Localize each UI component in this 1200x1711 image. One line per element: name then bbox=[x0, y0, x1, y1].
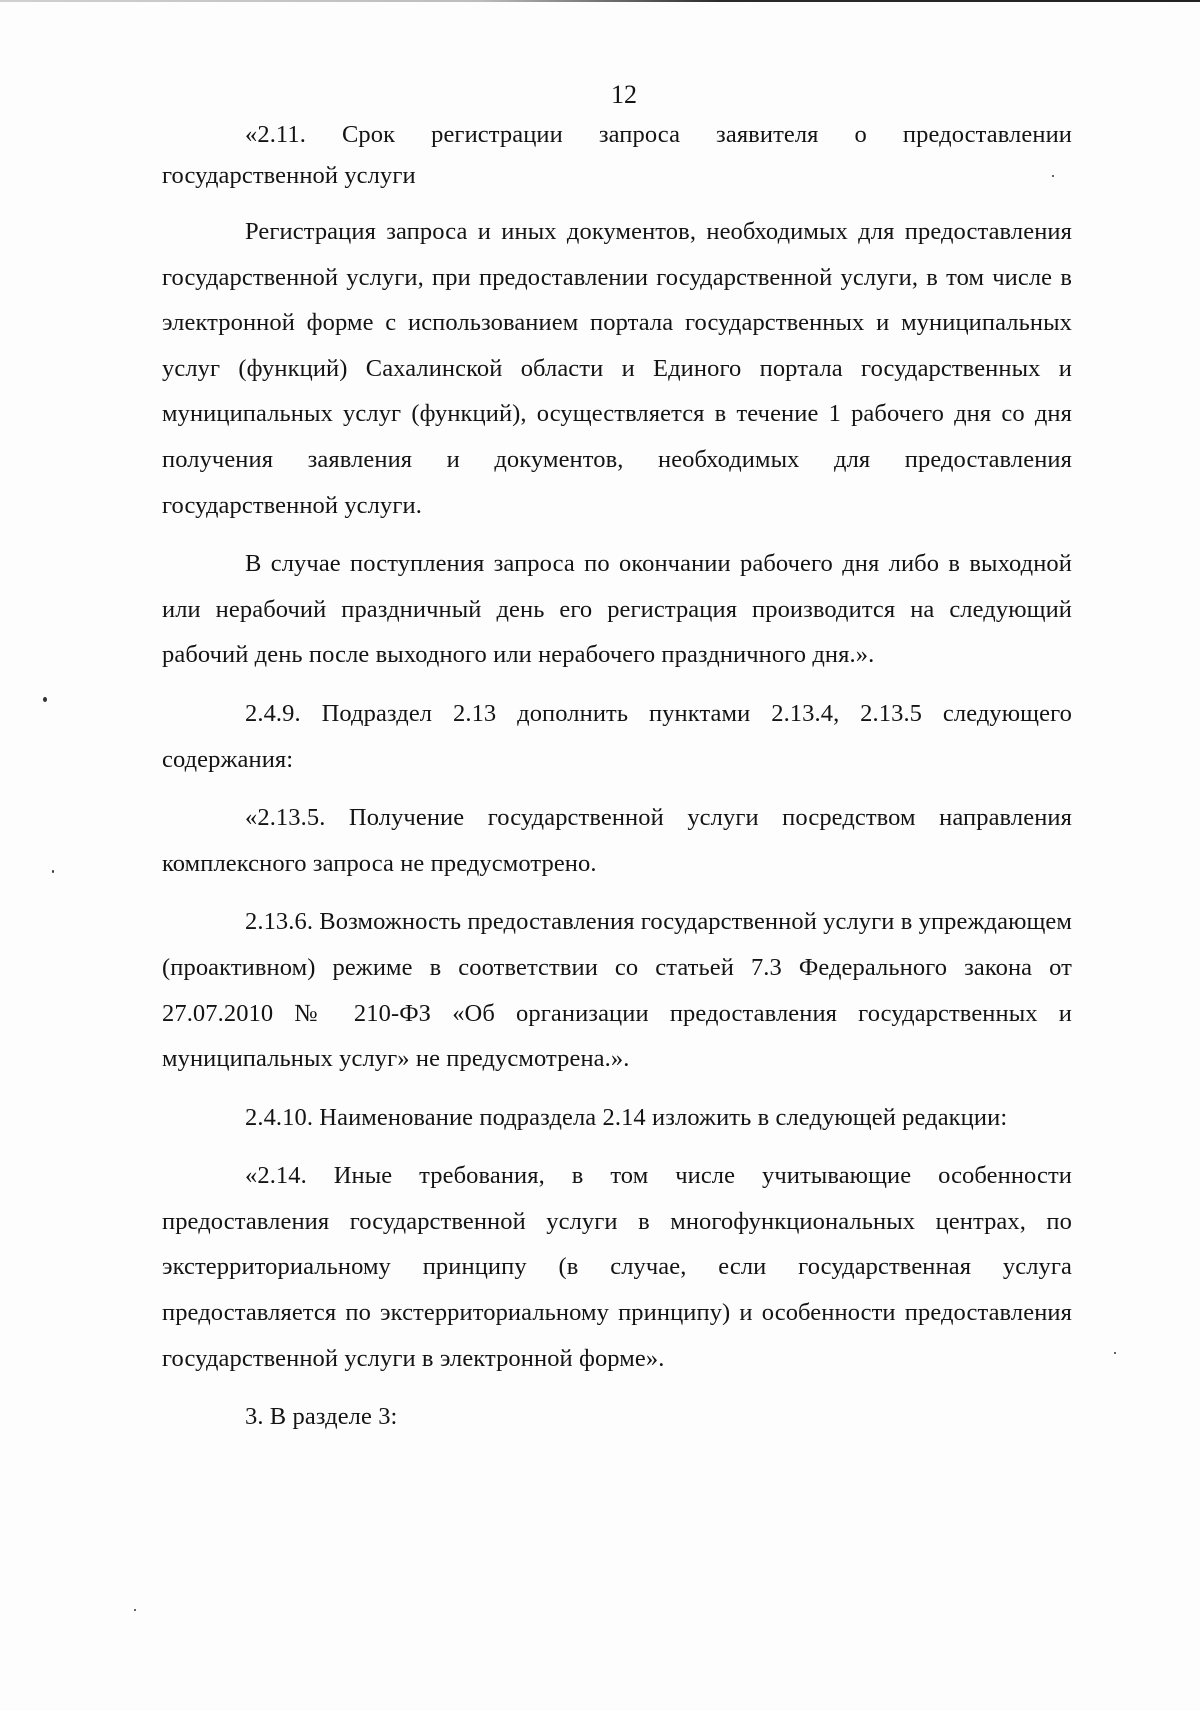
paragraph-section-3: 3. В разделе 3: bbox=[245, 1403, 398, 1431]
paragraph-after-hours-registration: В случае поступления запроса по окончании рабочего дня либо в выходной или нерабочий праздничный день его регистрация производится на следующий рабочий день после выходного или нерабочего праздничного дня.». bbox=[162, 550, 1072, 669]
paragraph-2-13-6: 2.13.6. Возможность предоставления государственной услуги в упреждающем (проактивном) режиме в соответствии со статьей 7.3 Федерального закона от 27.07.2010 № 210-ФЗ «Об организации предоставления государственных и муниципальных услуг» не предусмотрена.». bbox=[162, 908, 1073, 1073]
paragraph-2-13-5: «2.13.5. Получение государственной услуги посредством направления комплексного запроса не предусмотрено. bbox=[162, 804, 1072, 877]
document-body bbox=[162, 114, 1072, 1440]
page-number: 12 bbox=[611, 80, 637, 109]
scan-top-edge bbox=[0, 0, 1200, 2]
paragraph-2-4-9: 2.4.9. Подраздел 2.13 дополнить пунктами 2.13.4, 2.13.5 следующего содержания: bbox=[162, 699, 1072, 773]
paragraph-registration-term: Регистрация запроса и иных документов, необходимых для предоставления государственной услуги, при предоставлении государственной услуги, в том числе в электронной форме с использованием портала государственных и муниципальных услуг (функций) Сахалинской области и Единого портала государственных и муниципальных услуг (функций), осуществляется в течение 1 рабочего дня со дня получения заявления и документов, необходимых для предоставления государственной услуги. bbox=[162, 218, 1072, 519]
paragraph-2-14: «2.14. Иные требования, в том числе учитывающие особенности предоставления государственной услуги в многофункциональных центрах, по экстерриториальному принципу (в случае, если государственная услуга предоставляется по экстерриториальному принципу) и особенности предоставления государственной услуги в электронной форме». bbox=[162, 1162, 1072, 1372]
paragraph-2-4-10: 2.4.10. Наименование подраздела 2.14 изложить в следующей редакции: bbox=[245, 1103, 1008, 1131]
paragraph-section-2-11-heading: «2.11. Срок регистрации запроса заявителя о предоставлении государственной услуги bbox=[162, 121, 1072, 189]
